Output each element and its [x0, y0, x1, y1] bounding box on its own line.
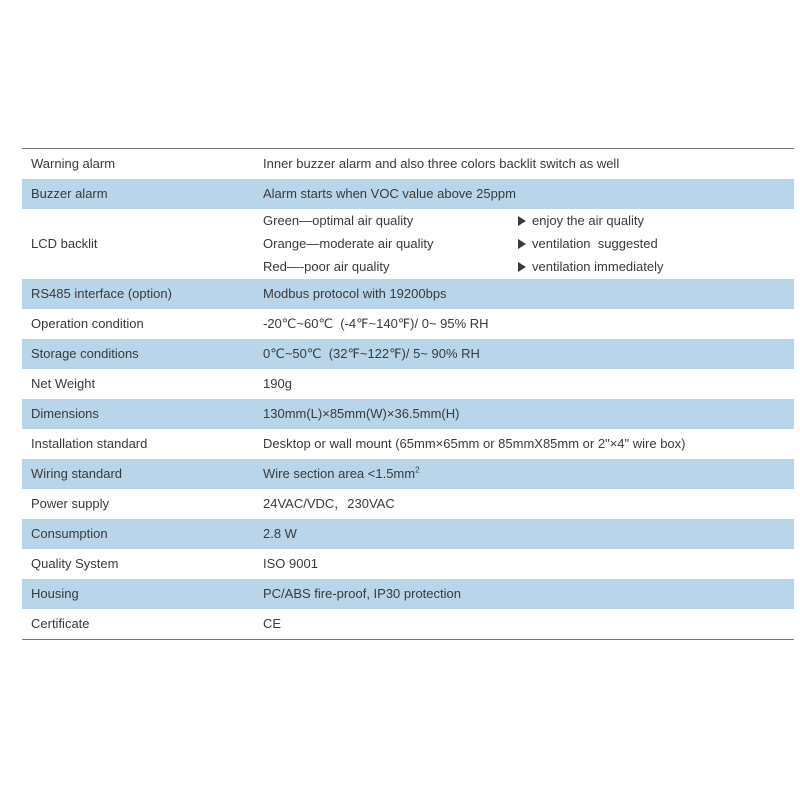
backlit-state: Green—optimal air quality [263, 213, 414, 228]
row-value: Alarm starts when VOC value above 25ppm [263, 186, 516, 201]
table-row [22, 609, 794, 639]
row-label: Power supply [31, 496, 110, 511]
backlit-state: Red—-poor air quality [263, 259, 390, 274]
row-label: Installation standard [31, 436, 148, 451]
row-label: Buzzer alarm [31, 186, 108, 201]
row-label: Consumption [31, 526, 108, 541]
table-row [22, 369, 794, 399]
row-value: 2.8 W [263, 526, 297, 541]
spec-table [22, 148, 794, 640]
table-row [22, 399, 794, 429]
row-value: Modbus protocol with 19200bps [263, 286, 447, 301]
row-label: Wiring standard [31, 466, 123, 481]
backlit-action [518, 236, 794, 252]
row-value [263, 466, 794, 482]
backlit-action-text: ventilation immediately [532, 259, 664, 274]
row-label: Dimensions [31, 406, 99, 421]
table-row [22, 549, 794, 579]
table-row [22, 209, 794, 279]
row-value: ISO 9001 [263, 556, 318, 571]
backlit-action [518, 259, 794, 275]
row-label: Housing [31, 586, 79, 601]
row-label: Net Weight [31, 376, 96, 391]
table-row [22, 429, 794, 459]
table-row [22, 309, 794, 339]
superscript: 2 [415, 465, 420, 475]
table-row [22, 279, 794, 309]
backlit-action-text: ventilation suggested [532, 236, 658, 251]
table-row [22, 489, 794, 519]
row-label: RS485 interface (option) [31, 286, 172, 301]
table-row [22, 519, 794, 549]
row-label: LCD backlit [31, 236, 98, 251]
row-label: Certificate [31, 616, 90, 631]
row-label: Storage conditions [31, 346, 139, 361]
row-label: Warning alarm [31, 156, 116, 171]
right-triangle-icon [518, 262, 526, 272]
row-value: Desktop or wall mount (65mm×65mm or 85mmX85mm or 2"×4" wire box) [263, 436, 686, 451]
row-value: 24VAC/VDC，230VAC [263, 496, 395, 511]
table-row [22, 339, 794, 369]
backlit-state: Orange—moderate air quality [263, 236, 434, 251]
backlit-action-text: enjoy the air quality [532, 213, 645, 228]
right-triangle-icon [518, 216, 526, 226]
backlit-action [518, 213, 794, 229]
row-value: -20℃~60℃ (-4℉~140℉)/ 0~ 95% RH [263, 316, 489, 331]
backlit-states [263, 213, 794, 275]
row-label: Operation condition [31, 316, 144, 331]
row-value: CE [263, 616, 282, 631]
row-value: 130mm(L)×85mm(W)×36.5mm(H) [263, 406, 460, 421]
row-value: PC/ABS fire-proof, IP30 protection [263, 586, 461, 601]
table-row [22, 179, 794, 209]
table-row [22, 579, 794, 609]
row-value-text: Wire section area <1.5mm [263, 466, 416, 481]
table-row [22, 459, 794, 489]
right-triangle-icon [518, 239, 526, 249]
row-label: Quality System [31, 556, 119, 571]
row-value: 0℃~50℃ (32℉~122℉)/ 5~ 90% RH [263, 346, 480, 361]
row-value: Inner buzzer alarm and also three colors backlit switch as well [263, 156, 620, 171]
row-value: 190g [263, 376, 292, 391]
table-row [22, 149, 794, 179]
